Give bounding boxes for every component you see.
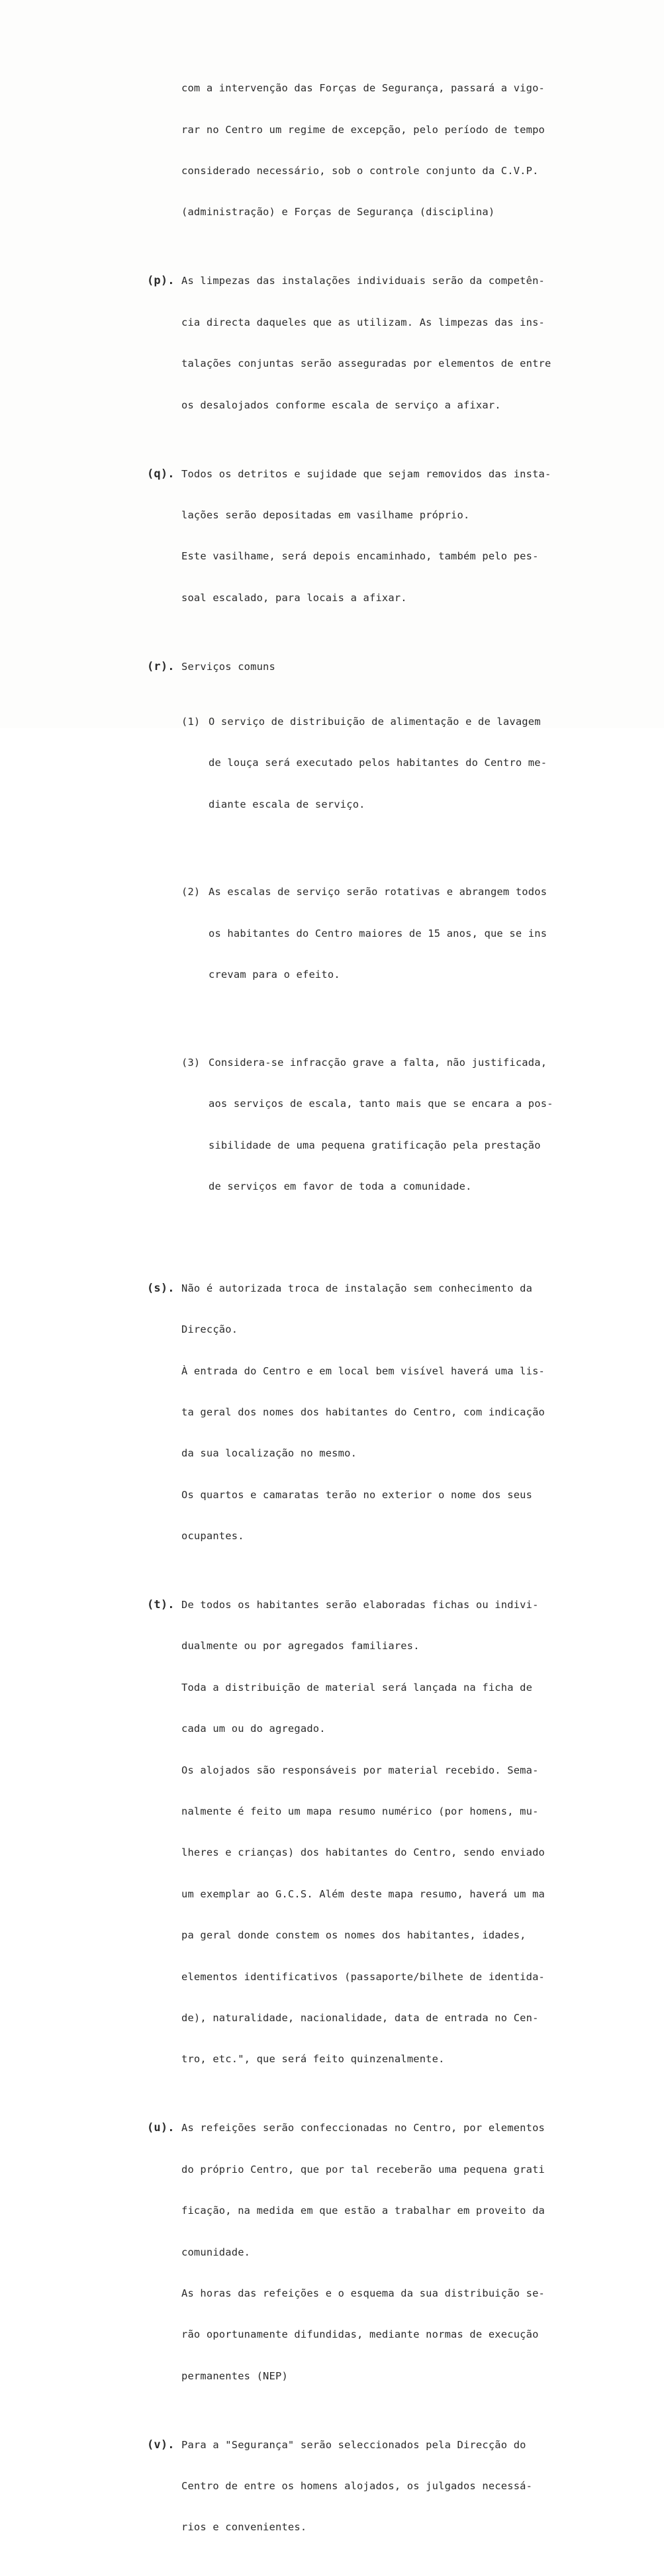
subitem-line: de serviços em favor de toda a comunidade.: [209, 1180, 472, 1193]
item-line: Os alojados são responsáveis por material recebido. Sema-: [181, 1764, 539, 1776]
item-marker: (v).: [147, 2438, 175, 2452]
item-line: nalmente é feito um mapa resumo numérico (por homens, mu-: [181, 1805, 539, 1817]
item-line: rão oportunamente difundidas, mediante normas de execução: [181, 2328, 539, 2341]
item-marker: (t).: [147, 1598, 175, 1612]
item-line: cada um ou do agregado.: [181, 1723, 326, 1735]
intro-line: considerado necessário, sob o controle conjunto da C.V.P.: [181, 164, 539, 177]
intro-line: rar no Centro um regime de excepção, pelo período de tempo: [181, 123, 545, 136]
subitem-line: diante escala de serviço.: [209, 798, 365, 810]
item-line: À entrada do Centro e em local bem visível haverá uma lis-: [181, 1364, 545, 1377]
item-line: As refeições serão confeccionadas no Centro, por elementos: [181, 2122, 545, 2134]
item-line: permanentes (NEP): [181, 2369, 288, 2382]
item-line: Todos os detritos e sujidade que sejam removidos das insta-: [181, 467, 551, 480]
subitem-line: os habitantes do Centro maiores de 15 anos, que se ins: [209, 927, 547, 939]
subitem-marker: (1): [181, 715, 201, 728]
item-line: ta geral dos nomes dos habitantes do Centro, com indicação: [181, 1406, 545, 1418]
item-line: soal escalado, para locais a afixar.: [181, 591, 407, 604]
spacer: [147, 1010, 610, 1015]
item-line: Toda a distribuição de material será lançada na ficha de: [181, 1681, 533, 1693]
subitem-line: sibilidade de uma pequena gratificação pela prestação: [209, 1139, 541, 1151]
item-line: lheres e crianças) dos habitantes do Centro, sendo enviado: [181, 1846, 545, 1859]
item-s: [147, 1282, 610, 1296]
item-t: [147, 1598, 610, 1612]
item-marker: (p).: [147, 274, 175, 288]
subitem-line: aos serviços de escala, tanto mais que se encara a pos-: [209, 1098, 553, 1110]
item-marker: (r).: [147, 659, 175, 673]
item-line: de), naturalidade, nacionalidade, data de entrada no Cen-: [181, 2011, 539, 2024]
item-line: De todos os habitantes serão elaboradas fichas ou indivi-: [181, 1599, 539, 1611]
item-line: ocupantes.: [181, 1530, 244, 1543]
subitem-1: [147, 715, 610, 729]
subitem-line: As escalas de serviço serão rotativas e abrangem todos: [209, 886, 547, 898]
subitem-line: de louça será executado pelos habitantes do Centro me-: [209, 757, 547, 769]
item-line: pa geral donde constem os nomes dos habitantes, idades,: [181, 1929, 526, 1942]
subitem-line: Considera-se infracção grave a falta, não justificada,: [209, 1056, 547, 1069]
intro-line: (administração) e Forças de Segurança (disciplina): [181, 206, 495, 218]
subitem-marker: (3): [181, 1056, 201, 1069]
item-p: [147, 274, 610, 288]
item-line: tro, etc.", que será feito quinzenalmente.: [181, 2053, 445, 2066]
item-marker: (q).: [147, 467, 175, 481]
item-line: do próprio Centro, que por tal receberão uma pequena grati: [181, 2163, 545, 2175]
item-line: Os quartos e camaratas terão no exterior o nome dos seus: [181, 1488, 533, 1501]
spacer: [147, 839, 610, 844]
item-line: dualmente ou por agregados familiares.: [181, 1640, 420, 1652]
item-line: rios e convenientes.: [181, 2521, 307, 2534]
spacer: [147, 1221, 610, 1227]
item-marker: (u).: [147, 2121, 175, 2135]
item-r: [147, 660, 610, 674]
item-line: um exemplar ao G.C.S. Além deste mapa resumo, haverá um ma: [181, 1887, 545, 1900]
item-line: comunidade.: [181, 2246, 251, 2258]
item-line: Centro de entre os homens alojados, os julgados necessá-: [181, 2480, 533, 2493]
subitem-marker: (2): [181, 886, 201, 898]
item-line: talações conjuntas serão asseguradas por elementos de entre: [181, 358, 551, 370]
item-u: [147, 2121, 610, 2135]
item-line: As horas das refeições e o esquema da sua distribuição se-: [181, 2287, 545, 2299]
item-line: Direcção.: [181, 1323, 238, 1336]
subitem-3: [147, 1056, 610, 1070]
item-line: cia directa daqueles que as utilizam. As limpezas das ins-: [181, 316, 545, 328]
subitem-line: crevam para o efeito.: [209, 969, 340, 981]
item-v: [147, 2438, 610, 2452]
subitem-line: O serviço de distribuição de alimentação e de lavagem: [209, 715, 541, 728]
item-line: Serviços comuns: [181, 660, 275, 673]
item-line: ficação, na medida em que estão a trabalhar em proveito da: [181, 2205, 545, 2217]
item-line: As limpezas das instalações individuais serão da competên-: [181, 275, 545, 287]
item-marker: (s).: [147, 1281, 175, 1295]
document-body: [147, 26, 610, 2576]
item-line: lações serão depositadas em vasilhame próprio.: [181, 508, 470, 521]
item-line: da sua localização no mesmo.: [181, 1447, 357, 1460]
subitem-2: [147, 885, 610, 899]
item-q: [147, 467, 610, 481]
item-line: Não é autorizada troca de instalação sem conhecimento da: [181, 1282, 533, 1294]
intro-line: com a intervenção das Forças de Segurança, passará a vigo-: [181, 82, 545, 95]
item-line: os desalojados conforme escala de serviço a afixar.: [181, 399, 501, 411]
item-line: elementos identificativos (passaporte/bilhete de identida-: [181, 1970, 545, 1983]
item-line: Para a "Segurança" serão seleccionados pela Direcção do: [181, 2438, 526, 2451]
item-line: Este vasilhame, será depois encaminhado, também pelo pes-: [181, 550, 539, 563]
